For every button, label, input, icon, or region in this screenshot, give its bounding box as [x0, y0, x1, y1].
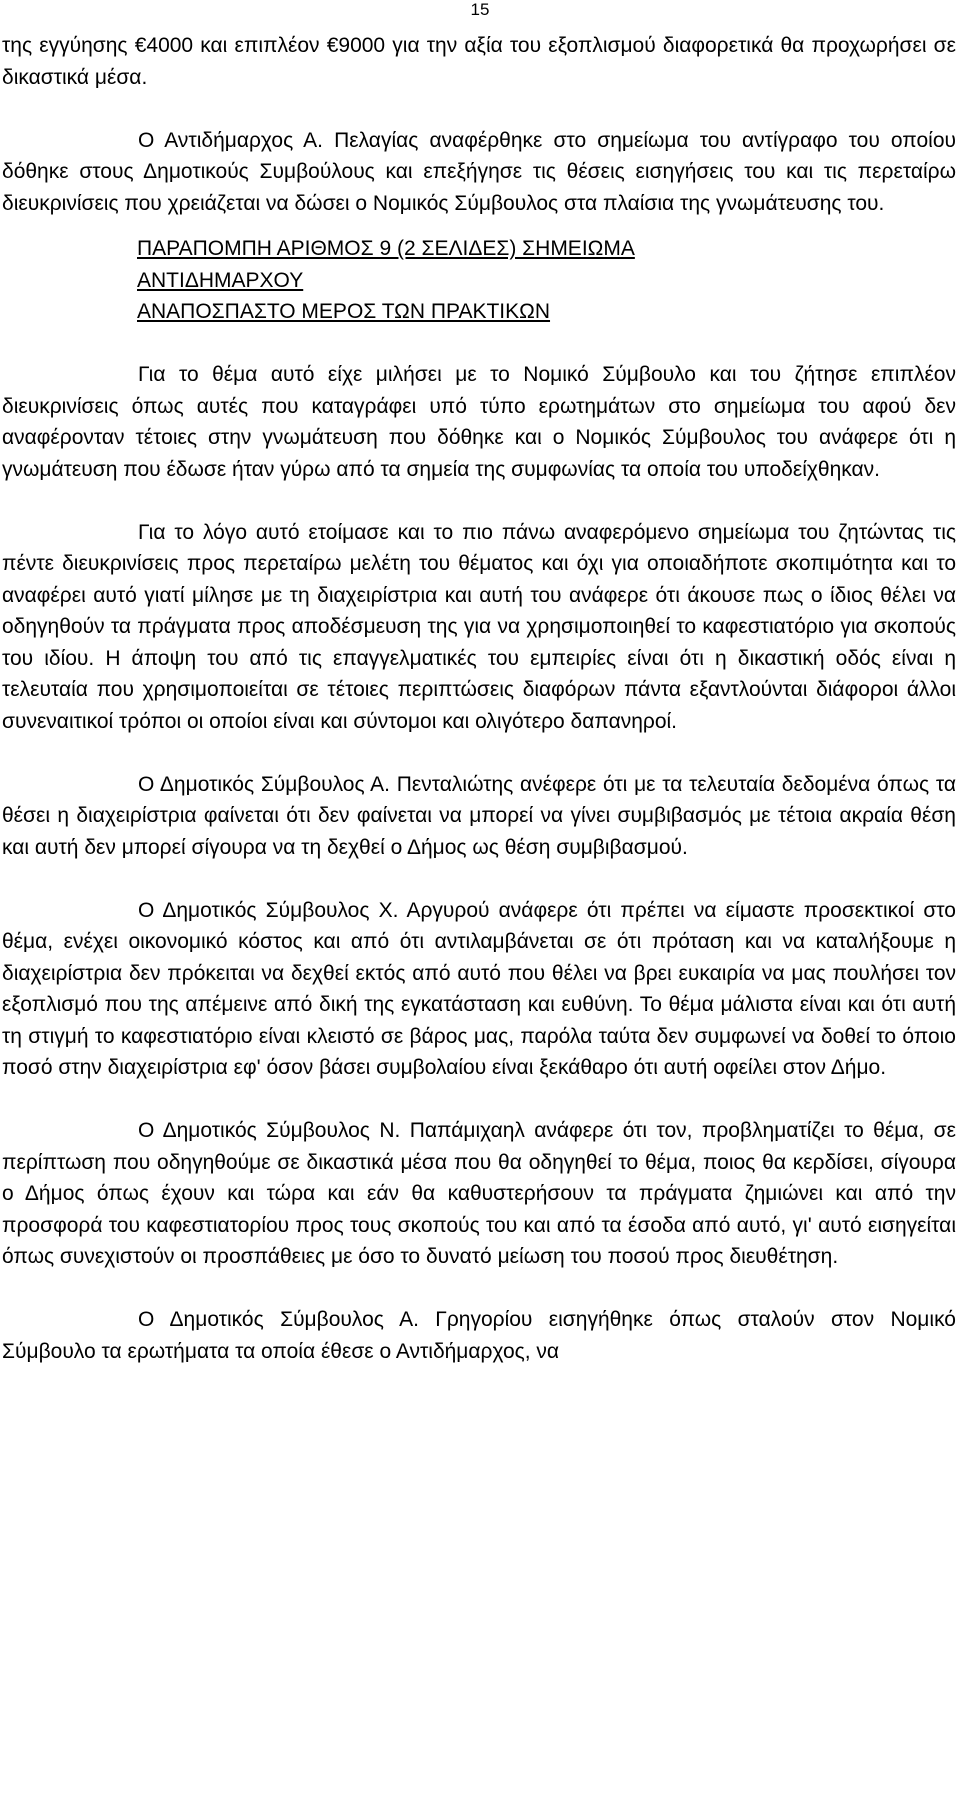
paragraph-pelagias: Ο Αντιδήμαρχος Α. Πελαγίας αναφέρθηκε στο σημείωμα του αντίγραφο του οποίου δόθηκε στους Δημοτικούς Συμβούλους και επεξήγησε τις θέσεις εισηγήσεις του και τις περεταίρω διευκρινίσεις που χρειάζεται να δώσει ο Νομικός Σύμβουλος στα πλαίσια της γνωμάτευσης του. — [2, 128, 956, 215]
reference-note — [2, 233, 956, 328]
page-number: 15 — [470, 0, 490, 19]
paragraph-pentaliotis: Ο Δημοτικός Σύμβουλος Α. Πενταλιώτης ανέφερε ότι με τα τελευταία δεδομένα όπως τα θέσει η διαχειρίστρια φαίνεται ότι δεν φαίνεται να μπορεί να γίνει συμβιβασμός με τέτοια ακραία θέση και αυτή δεν μπορεί σίγουρα να τη δεχθεί ο Δήμος ως θέση συμβιβασμού. — [2, 772, 956, 859]
paragraph-argyrou: Ο Δημοτικός Σύμβουλος Χ. Αργυρού ανάφερε ότι πρέπει να είμαστε προσεκτικοί στο θέμα, ενέχει οικονομικό κόστος και από ότι αντιλαμβάνεται σε ότι πρόταση και να καταλήξουμε η διαχειρίστρια δεν πρόκειται να δεχθεί εκτός από αυτό που θέλει να βρει ευκαιρία να μας πουλήσει τον εξοπλισμό που της απέμεινε από δική της εγκατάσταση και ευθύνη. Το θέμα μάλιστα είναι και ότι αυτή τη στιγμή το καφεστιατόριο είναι κλειστό σε βάρος μας, παρόλα ταύτα δεν συμφωνεί να δοθεί το όποιο ποσό στην διαχειρίστρια εφ' όσον βάσει συμβολαίου είναι ξεκάθαρο ότι αυτή οφείλει στον Δήμο. — [2, 898, 956, 1079]
document-body — [2, 30, 956, 1367]
reference-line: ΑΝΤΙΔΗΜΑΡΧΟΥ — [137, 268, 304, 292]
paragraph-papamichael: Ο Δημοτικός Σύμβουλος Ν. Παπάμιχαηλ ανάφερε ότι τον, προβληματίζει το θέμα, σε περίπτωση που οδηγηθούμε σε δικαστικά μέσα που θα οδηγηθεί το θέμα, ποιος θα κερδίσει, σίγουρα ο Δήμος όπως έχουν και τώρα και εάν θα καθυστερήσουν τα πράγματα ζημιώνει και από την προσφορά του καφεστιατορίου προς τους σκοπούς του και από τα έσοδα από αυτό, γι' αυτό εισηγείται όπως συνεχιστούν οι προσπάθειες με όσο το δυνατό μείωση του ποσού προς διευθέτηση. — [2, 1119, 956, 1268]
paragraph-memo-reason: Για το λόγο αυτό ετοίμασε και το πιο πάνω αναφερόμενο σημείωμα του ζητώντας τις πέντε διευκρινίσεις προς περεταίρω μελέτη του θέματος και όχι για οποιαδήποτε σκοπιμότητα και το αναφέρει αυτό γιατί μίλησε με τη διαχειρίστρια και αυτή του ανάφερε ότι άκουσε πως ο ίδιος θέλει να οδηγηθούν τα πράγματα προς αποδέσμευση της για να χρησιμοποιηθεί το καφεστιατόριο για σκοπούς του ιδίου. Η άποψη του από τις επαγγελματικές του εμπειρίες είναι ότι η δικαστική οδός είναι η τελευταία που χρησιμοποιείται σε τέτοιες περιπτώσεις διαφόρων πάντα εξαντλούνται διάφοροι άλλοι συνεναιτικοί τρόποι οι οποίοι είναι και σύντομοι και ολιγότερο δαπανηροί. — [2, 520, 956, 733]
paragraph-intro: της εγγύησης €4000 και επιπλέον €9000 για την αξία του εξοπλισμού διαφορετικά θα προχωρήσει σε δικαστικά μέσα. — [2, 34, 956, 89]
paragraph-gregoriou: Ο Δημοτικός Σύμβουλος Α. Γρηγορίου εισηγήθηκε όπως σταλούν στον Νομικό Σύμβουλο τα ερωτήματα τα οποία έθεσε ο Αντιδήμαρχος, να — [2, 1308, 956, 1363]
reference-line: ΠΑΡΑΠΟΜΠΗ ΑΡΙΘΜΟΣ 9 (2 ΣΕΛΙΔΕΣ) ΣΗΜΕΙΩΜΑ — [137, 237, 635, 260]
paragraph-legal-advisor: Για το θέμα αυτό είχε μιλήσει με το Νομικό Σύμβουλο και του ζήτησε επιπλέον διευκρινίσεις όπως αυτές που καταγράφει υπό τύπο ερωτημάτων στο σημείωμα του αφού δεν αναφέρονταν τέτοιες στην γνωμάτευση που δόθηκε και ο Νομικός Σύμβουλος του ανάφερε ότι η γνωμάτευση που έδωσε ήταν γύρω από τα σημεία της συμφωνίας τα οποία του υποδείχθηκαν. — [2, 363, 956, 481]
reference-line: ΑΝΑΠΟΣΠΑΣΤΟ ΜΕΡΟΣ ΤΩΝ ΠΡΑΚΤΙΚΩΝ — [137, 300, 551, 323]
